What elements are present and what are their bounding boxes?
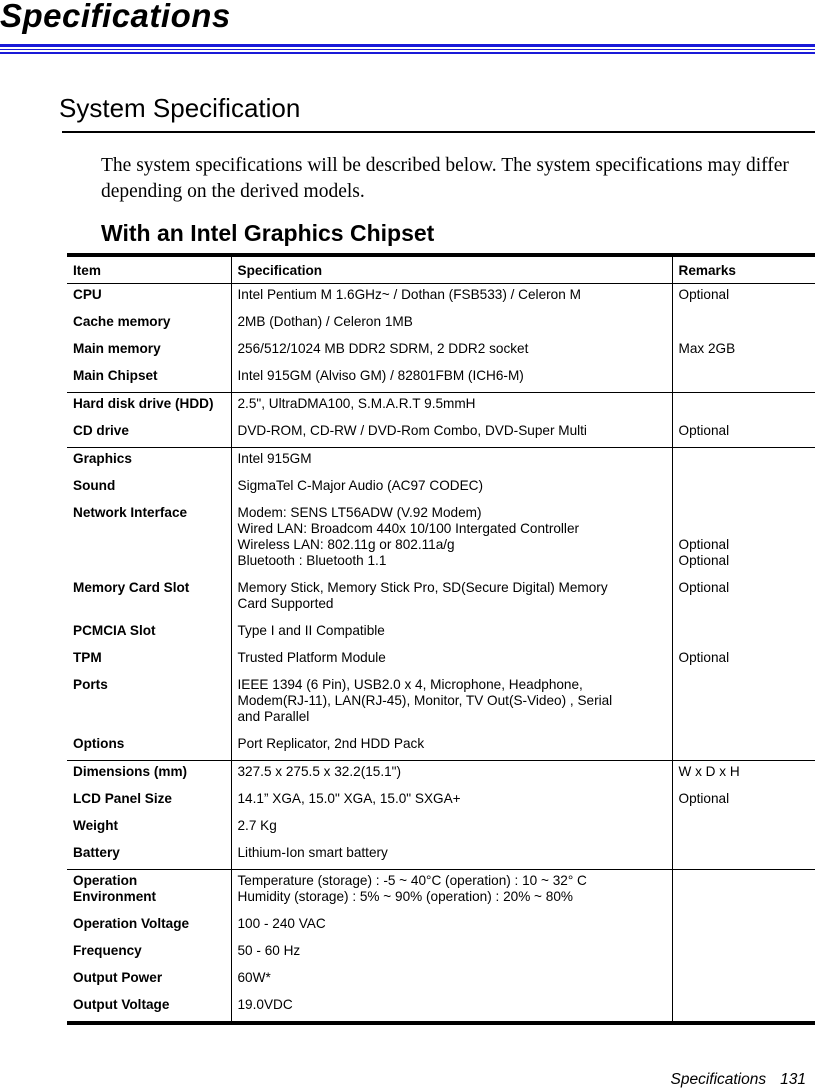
table-row: [67, 620, 815, 647]
row-specification: Memory Stick, Memory Stick Pro, SD(Secure Digital) Memory Card Supported: [231, 577, 672, 620]
row-item: Battery: [73, 845, 120, 860]
row-remark: [672, 994, 815, 1023]
row-specification: Temperature (storage) : -5 ~ 40°C (operation) : 10 ~ 32° C Humidity (storage) : 5% ~ 90% (operation) : 20% ~ 80%: [231, 870, 672, 914]
section-rule: [62, 131, 815, 133]
row-item: Operation Environment: [67, 870, 231, 914]
row-item: Weight: [73, 818, 119, 833]
row-specification: 19.0VDC: [231, 994, 672, 1023]
header-rule: [0, 49, 815, 50]
page-number: 131: [780, 1071, 806, 1088]
table-row: [67, 365, 815, 393]
row-remark: [672, 475, 815, 502]
table-row: [67, 448, 815, 476]
row-remark: Optional: [672, 420, 815, 448]
row-item: LCD Panel Size: [73, 791, 172, 806]
table-row: [67, 674, 815, 733]
row-specification: 256/512/1024 MB DDR2 SDRM, 2 DDR2 socket: [231, 338, 672, 365]
table-row: [67, 502, 815, 577]
header-rule: [0, 52, 815, 54]
row-item: Sound: [73, 478, 116, 493]
row-remark: [672, 815, 815, 842]
row-remark: Optional: [672, 284, 815, 312]
header-rule: [0, 44, 815, 47]
row-specification: 2MB (Dothan) / Celeron 1MB: [231, 311, 672, 338]
spec-table: [67, 253, 815, 1025]
row-specification: Modem: SENS LT56ADW (V.92 Modem) Wired LAN: Broadcom 440x 10/100 Intergated Controller Wireless LAN: 802.11g or 802.11a/g Bluetooth : Bluetooth 1.1: [231, 502, 672, 577]
row-specification: Port Replicator, 2nd HDD Pack: [231, 733, 672, 761]
row-remark: [672, 448, 815, 476]
row-item: Memory Card Slot: [73, 580, 190, 595]
row-item: Cache memory: [73, 314, 171, 329]
table-row: [67, 338, 815, 365]
row-remark: Optional: [672, 577, 815, 620]
table-row: [67, 815, 815, 842]
header-remarks: Remarks: [672, 255, 815, 284]
row-specification: Intel Pentium M 1.6GHz~ / Dothan (FSB533) / Celeron M: [231, 284, 672, 312]
row-specification: Type I and II Compatible: [231, 620, 672, 647]
row-specification: 327.5 x 275.5 x 32.2(15.1"): [231, 761, 672, 789]
row-item: Graphics: [67, 448, 231, 476]
row-specification: 100 - 240 VAC: [231, 913, 672, 940]
table-row: [67, 761, 815, 789]
row-specification: 50 - 60 Hz: [231, 940, 672, 967]
table-row: [67, 733, 815, 761]
row-item: Ports: [73, 677, 108, 692]
row-remark: [672, 620, 815, 647]
row-item: Hard disk drive (HDD): [67, 393, 231, 421]
table-row: [67, 913, 815, 940]
table-row: [67, 870, 815, 914]
table-row: [67, 788, 815, 815]
row-remark: [672, 870, 815, 914]
row-specification: IEEE 1394 (6 Pin), USB2.0 x 4, Microphone, Headphone, Modem(RJ-11), LAN(RJ-45), Monitor, TV Out(S-Video) , Serial and Parallel: [231, 674, 672, 733]
row-specification: 60W*: [231, 967, 672, 994]
row-remark: [672, 365, 815, 393]
row-item: PCMCIA Slot: [73, 623, 156, 638]
table-row: [67, 842, 815, 870]
table-row: [67, 940, 815, 967]
table-header-row: [67, 255, 815, 284]
table-row: [67, 475, 815, 502]
table-row: [67, 420, 815, 448]
row-remark: [672, 733, 815, 761]
subsection-title: With an Intel Graphics Chipset: [101, 220, 435, 246]
row-remark: Optional: [672, 788, 815, 815]
row-specification: Intel 915GM: [231, 448, 672, 476]
chapter-title: Specifications: [0, 0, 231, 34]
row-item: Output Power: [73, 970, 163, 985]
row-remark: [672, 967, 815, 994]
section-title: System Specification: [59, 93, 301, 123]
row-specification: 2.5", UltraDMA100, S.M.A.R.T 9.5mmH: [231, 393, 672, 421]
intro-paragraph: The system specifications will be described below. The system specifications may differ depending on the derived models.: [101, 155, 789, 202]
row-item: TPM: [73, 650, 102, 665]
header-item: Item: [73, 263, 101, 278]
row-item: Network Interface: [73, 505, 188, 520]
row-remark: [672, 674, 815, 733]
row-item: Output Voltage: [73, 997, 170, 1012]
row-remark: [672, 842, 815, 870]
row-specification: Lithium-Ion smart battery: [231, 842, 672, 870]
row-remark: [672, 913, 815, 940]
row-item: Frequency: [73, 943, 142, 958]
row-specification: Trusted Platform Module: [231, 647, 672, 674]
footer-label: Specifications: [670, 1071, 767, 1088]
row-remark: [672, 940, 815, 967]
table-row: [67, 284, 815, 312]
row-item: Main memory: [73, 341, 161, 356]
row-remark: Max 2GB: [672, 338, 815, 365]
row-item: Dimensions (mm): [67, 761, 231, 789]
table-row: [67, 393, 815, 421]
row-specification: Intel 915GM (Alviso GM) / 82801FBM (ICH6-M): [231, 365, 672, 393]
row-item: Operation Voltage: [73, 916, 190, 931]
table-row: [67, 311, 815, 338]
table-row: [67, 647, 815, 674]
row-remark: [672, 311, 815, 338]
header-specification: Specification: [231, 255, 672, 284]
row-remark: [672, 393, 815, 421]
table-row: [67, 577, 815, 620]
row-specification: SigmaTel C-Major Audio (AC97 CODEC): [231, 475, 672, 502]
row-specification: DVD-ROM, CD-RW / DVD-Rom Combo, DVD-Super Multi: [231, 420, 672, 448]
row-remark: Optional Optional: [672, 502, 815, 577]
row-specification: 2.7 Kg: [231, 815, 672, 842]
row-remark: W x D x H: [672, 761, 815, 789]
row-remark: Optional: [672, 647, 815, 674]
page-footer: [670, 1071, 806, 1089]
row-item: Main Chipset: [73, 368, 158, 383]
row-specification: 14.1” XGA, 15.0" XGA, 15.0" SXGA+: [231, 788, 672, 815]
row-item: CPU: [73, 287, 102, 302]
row-item: CD drive: [73, 423, 129, 438]
row-item: Options: [73, 736, 125, 751]
table-row: [67, 994, 815, 1023]
table-row: [67, 967, 815, 994]
